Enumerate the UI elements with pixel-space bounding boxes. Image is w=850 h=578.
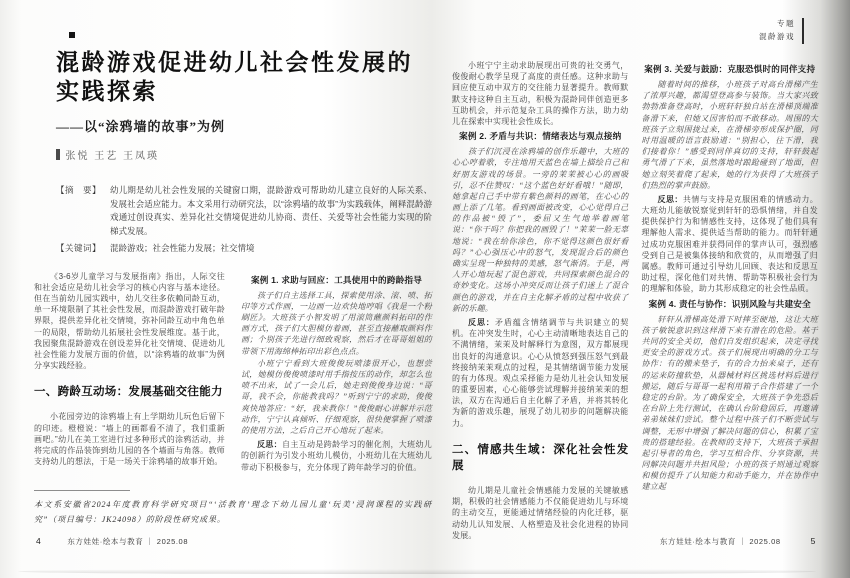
section-1-heading: 一、跨龄互动场：发展基础交往能力 (34, 386, 223, 399)
case-2-reflection-text: 矛盾蕴含情绪调节与共识建立的契机。在冲突发生时，心心主动清晰地表达自己的不满情绪，茉茉及时解释行为意图，双方都展现出良好的沟通意识。心心从愤怒到强压怒气到最终接纳茉茉观点的过程，是其情绪调节能力发展的有力体现。观点采择能力是幼儿社会认知发展的重要因素，心心能够尝试理解并接纳茉茉的想法，双方在沟通后自主化解了矛盾，并将其转化为新的游戏乐趣，展现了幼儿初步的问题解决能力。 (452, 317, 629, 428)
topic-tag-line2: 混龄游戏 (759, 31, 795, 41)
case-2-paragraph: 孩子们沉浸在涂鸦墙的创作乐趣中，大班的心心哼着歌，专注地用天蓝色在墙上描绘自己和好朋友游戏的场景。一旁的茉茉被心心的画吸引，忍不住赞叹：“这个蓝色好好看哦！”随即，她拿起自己手中带有紫色颜料的画笔，在心心的画上添了几笔。看到画面被改变，心心觉得自己的作品被“毁了”，委屈又生气地举着画笔说：“你干吗？你把我的画毁了！”茉茉一脸无辜地说：“我在给你涂色，你不觉得这颜色很好看吗？”心心强压心中的怒气，发现混合后的颜色确实呈现一种独特的美感，怒气渐消。于是，两人开心地玩起了混色游戏，共同探索颜色混合的奇妙变化。这场小冲突反而让孩子们迷上了混合颜色的游戏，并在自主化解矛盾的过程中收获了新的乐趣。 (452, 147, 629, 313)
section-1-paragraph: 小花园旁边的涂鸦墙上有上学期幼儿玩色后留下的印迹。橙橙说：“墙上的画都看不清了，我们重新画吧。”幼儿在美工室进行过多种形式的涂鸦活动，并将完成的作品装饰到幼儿园的各个墙面与角落。教师支持幼儿的想法，于是一场关于涂鸦墙的故事开始。 (34, 412, 225, 467)
topic-tag (759, 18, 804, 44)
case-2-reflection (452, 317, 629, 429)
case-3-reflection (642, 194, 819, 295)
case-3-heading: 案例 3. 关爱与鼓励：克服恐惧时的同伴支持 (644, 64, 816, 74)
right-page-columns (452, 60, 818, 541)
footnote-block (34, 490, 432, 527)
right-journal-footer: 东方娃娃·绘本与教育 ｜ 2025.08 (659, 537, 781, 546)
reflection-label: 反思： (468, 317, 495, 327)
section-2-paragraph: 幼儿期是儿童社会情感能力发展的关键敏感期，积极的社会情感能力不仅能促进幼儿与环境的主动交互，更能通过情绪经验的内化迁移，驱动幼儿认知发展、人格塑造及社会化进程的协同发展。 (452, 486, 629, 540)
right-page-column-2 (642, 60, 819, 541)
case-4-heading: 案例 4. 责任与协作：识别风险与共建安全 (648, 298, 811, 309)
abstract-text: 幼儿期是幼儿社会性发展的关键窗口期，混龄游戏可帮助幼儿建立良好的人际关系、发展社会适应能力。本文采用行动研究法，以“涂鸦墙的故事”为实践载体，阐释混龄游戏通过创设真实、差异化社交情境促进幼儿协商、责任、关爱等社会性能力实现的阶梯式发展。 (110, 184, 432, 237)
article-title (56, 48, 432, 107)
article-subtitle: ——以“涂鸦墙的故事”为例 (56, 118, 226, 134)
section-2-heading: 二、情感共生域：深化社会性发展 (452, 443, 629, 472)
right-page-column-1 (452, 60, 629, 541)
left-page-number: 4 (36, 536, 42, 546)
page-right (452, 18, 818, 554)
case-3-paragraph: 随着时间的推移，小班孩子对高台滑梯产生了浓厚兴趣，都渴望登高参与装饰。当大家兴致勃勃准备登高时，小班轩轩独自站在滑梯顶端准备滑下来，但她又因害怕而不敢移动。周围的大班孩子立刻围拢过来，在滑梯旁形成保护圈，同时用温暖的语言鼓励道：“别担心，往下滑，我们接着你！”感受到同伴真切的支持，轩轩鼓起勇气滑了下来，虽然落地时踉跄碰到了地面，但她立刻笑着爬了起来，她的行为获得了大班孩子们热烈的掌声鼓励。 (641, 80, 818, 190)
case-2-heading: 案例 2. 矛盾与共识：情绪表达与观点接纳 (459, 131, 622, 142)
case-1-reflection-continued: 小班宁宁主动求助展现出可贵的社交勇气，俊俊耐心教学呈现了高度的责任感。这种求助与回应使互动中双方的交往能力显著提升。教师默默支持这种自主互动，积极为混龄同伴创造更多互助机会，并示范复杂工具的操作方法，助力幼儿在探索中实现社会性成长。 (452, 61, 629, 126)
author-bar-icon (56, 149, 60, 160)
article-title-line1: 混龄游戏促进幼儿社会性发展的 (56, 50, 413, 75)
intro-paragraph: 《3-6岁儿童学习与发展指南》指出，人际交往和社会适应是幼儿社会学习的核心内容与基本途径。但在当前幼儿园实践中，幼儿交往多依赖同龄互动，单一环境限制了其社会性发展，而混龄游戏打破年龄界限，提供差异化社交情境，弥补同龄互动中角色单一的局限，帮助幼儿拓展社会性发展维度。基于此，我园聚焦混龄游戏在创设差异化社交情境、促进幼儿社会性能力发展方面的价值，以“涂鸦墙的故事”为例分享实践经验。 (34, 271, 225, 371)
article-title-line2: 实践探索 (56, 79, 158, 105)
right-page-number: 5 (810, 536, 816, 546)
topic-tag-line1: 专题 (777, 19, 795, 28)
footnote-text: 本文系安徽省2024年度教育科学研究项目“‘活教育’理念下幼儿园儿童‘玩美’浸润课程的实践研究”（项目编号：JK24098）的阶段性研究成果。 (34, 499, 432, 524)
spread-bottom-shadow (18, 569, 816, 574)
left-page-column-2 (241, 271, 432, 473)
abstract-label: 【摘 要】 (56, 184, 102, 195)
left-page-footer (36, 536, 188, 547)
case-1-reflection (241, 439, 432, 473)
author-line (56, 147, 432, 162)
left-page-columns (34, 271, 432, 473)
case-1-heading: 案例 1. 求助与回应：工具使用中的跨龄指导 (250, 274, 423, 285)
reflection-label: 反思： (657, 194, 683, 204)
page-left (34, 26, 432, 554)
keywords-label: 【关键词】 (56, 242, 102, 253)
abstract-block (34, 184, 432, 256)
title-marker-square-icon (69, 32, 75, 38)
case-1-reflection-text: 自主互动是跨龄学习的催化剂，大班幼儿的创新行为引发小班幼儿模仿，小班幼儿在大班幼儿带动下积极参与，充分体现了跨年龄学习的价值。 (241, 440, 432, 472)
case-1-paragraph-2: 小班宁宁看到大班俊俊玩喷漆很开心，也想尝试，她模仿俊俊喷漆时用手指按压的动作，却怎么也喷不出来，试了一会儿后，她走到俊俊身边说：“哥哥，我不会，你能教我吗？”听到宁宁的求助，俊俊爽快地答应：“好，我来教你！”俊俊耐心讲解并示范动作，宁宁认真倾听、仔细观察，很快便掌握了喷漆的使用方法，之后自己开心地玩了起来。 (241, 358, 432, 435)
author-names: 张悦 王艺 王凤瑛 (65, 150, 160, 162)
footnote-rule (34, 490, 130, 491)
left-page-column-1 (34, 271, 225, 473)
case-3-reflection-text: 共情与支持是克服困难的情感动力。大班幼儿能敏锐察觉到轩轩的恐惧情绪，并自发提供保护行为和情感性支持，这体现了他们具有理解他人需求、提供适当帮助的能力。而轩轩通过成功克服困难并获得同伴的掌声认可，强烈感受到自己是被集体接纳和欣赏的，从而增强了归属感。教师可通过引导幼儿回顾、表达和反思互助过程，深化他们对共情、帮助等积极社会行为的理解和体验，助力其形成稳定的社会性品质。 (641, 194, 818, 294)
case-1-paragraph-1: 孩子们自主选择工具，探索使用涂、滚、喷、拓印等方式作画，一边画一边欢快地哼唱《我是一个粉刷匠》。大班孩子小智发明了用滚筒蘸颜料拓印的作画方式，孩子们大胆模仿着画，甚至直接蘸取颜料作画；个别孩子先进行细致观察，然后才在哥哥姐姐的带领下用海绵棒拓印出彩色点点。 (241, 290, 432, 356)
abstract-row (56, 184, 432, 239)
keywords-text: 混龄游戏；社会性能力发展；社交情境 (110, 242, 255, 253)
left-journal-footer: 东方娃娃·绘本与教育 ｜ 2025.08 (67, 537, 189, 546)
keywords-row (56, 242, 432, 256)
title-block (34, 32, 432, 162)
reflection-label: 反思： (257, 440, 283, 450)
right-page-footer (660, 536, 816, 547)
case-4-paragraph: 轩轩从滑梯高处滑下时摔至硬地，这让大班孩子敏锐意识到这样滑下来有潜在的危险。基于共同的安全关切，他们自发组织起来，决定寻找更安全的游戏方式。孩子们展现出明确的分工与协作：有的搬来垫子，有的合力抬来桌子，还有的运来防撞软垫，从器械材料区挑选材料后进行搬运，随后与哥哥一起利用箱子合作搭建了一个稳定的台阶。为了确保安全，大班孩子争先恐后在台阶上先行测试，在确认台阶稳固后，再邀请弟弟妹妹们尝试。整个过程中孩子们不断尝试与调整，无形中增强了解决问题的信心，积累了宝贵的搭建经验。在教师的支持下，大班孩子承担起引导者的角色，学习互相合作、分享资源，共同解决问题并共担风险；小班的孩子则通过观察和模仿提升了认知能力和动手能力，并在协作中建立起 (641, 314, 818, 492)
